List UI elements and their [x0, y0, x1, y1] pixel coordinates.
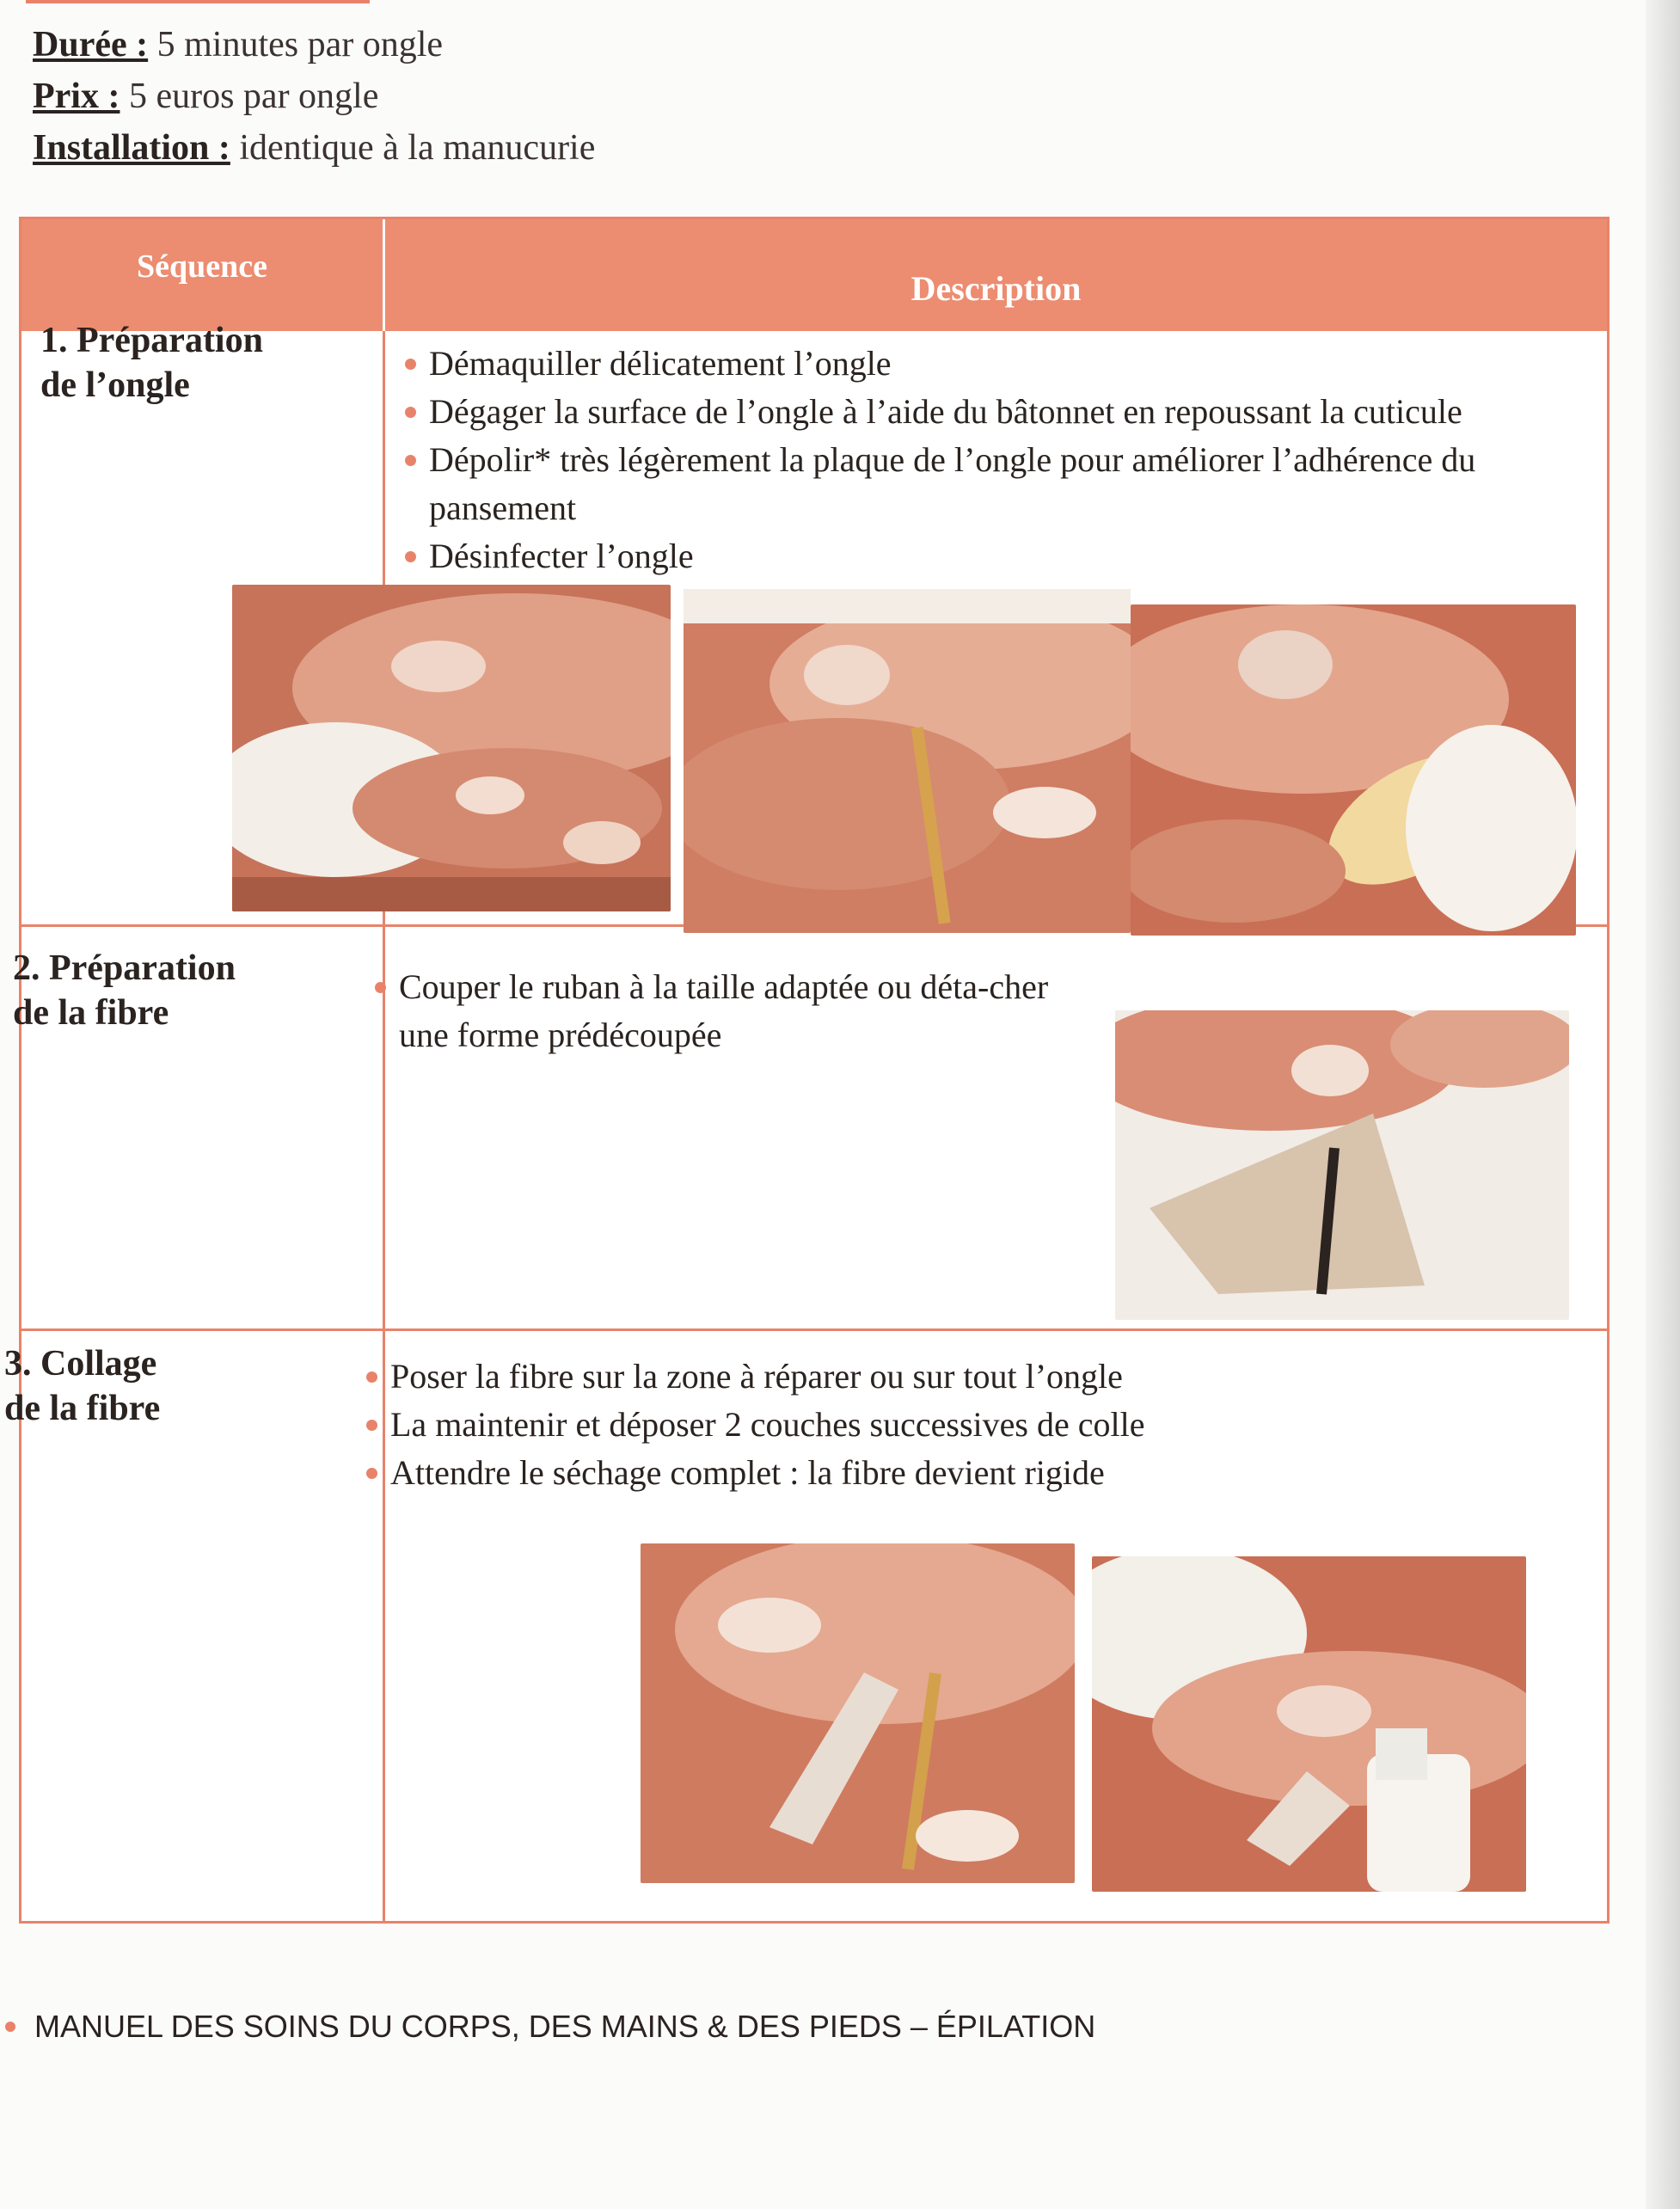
step-2-description: [370, 963, 1066, 1059]
step-3-item: Poser la fibre sur la zone à réparer ou sur tout l’ongle: [361, 1353, 1565, 1401]
installation-line: [33, 122, 595, 174]
photo-cutting-fiber: [1115, 1010, 1569, 1320]
step-3-title-line2: de la fibre: [4, 1389, 161, 1428]
photo-nail-buffing: [1131, 604, 1576, 936]
price-label: Prix :: [33, 77, 120, 116]
installation-label: Installation :: [33, 128, 230, 168]
procedure-table: [4, 217, 1609, 1924]
duration-label: Durée :: [33, 25, 149, 64]
step-3-title: [4, 1341, 160, 1431]
price-value: 5 euros par ongle: [120, 77, 379, 116]
step-2-title-line1: 2. Préparation: [13, 948, 236, 988]
price-line: [33, 71, 595, 122]
column-divider: [383, 331, 385, 1922]
step-1-title: [40, 318, 263, 408]
table-header: [21, 219, 1607, 331]
step-1-item: Dégager la surface de l’ongle à l’aide du bâtonnet en repoussant la cuticule: [400, 388, 1586, 436]
step-3-description: [361, 1353, 1565, 1497]
step-2-item: Couper le ruban à la taille adaptée ou déta-cher une forme prédécoupée: [370, 963, 1066, 1059]
page-edge-shadow: [1646, 0, 1680, 2209]
photo-placing-fiber: [641, 1543, 1075, 1883]
photo-cuticle-stick: [684, 589, 1131, 933]
step-2-title: [13, 946, 236, 1035]
header-sequence: Séquence: [137, 249, 267, 285]
step-1-title-line2: de l’ongle: [40, 365, 190, 405]
step-1-item: Dépolir* très légèrement la plaque de l’ongle pour améliorer l’adhérence du pansement: [400, 436, 1586, 532]
bullet-icon: [5, 2022, 15, 2032]
top-accent-rule: [26, 0, 370, 3]
photo-applying-glue: [1092, 1556, 1526, 1892]
step-1-item: Désinfecter l’ongle: [400, 532, 1586, 580]
step-1-item: Démaquiller délicatement l’ongle: [400, 340, 1586, 388]
installation-value: identique à la manucurie: [230, 128, 596, 168]
step-1-title-line1: 1. Préparation: [40, 321, 263, 360]
footer-text: MANUEL DES SOINS DU CORPS, DES MAINS & DES PIEDS – ÉPILATION: [34, 2009, 1096, 2044]
duration-line: [33, 19, 595, 71]
step-3-item: Attendre le séchage complet : la fibre devient rigide: [361, 1449, 1565, 1497]
page-footer: [0, 2009, 1095, 2045]
step-3-title-line1: 3. Collage: [4, 1344, 157, 1384]
step-3-item: La maintenir et déposer 2 couches successives de colle: [361, 1401, 1565, 1449]
step-1-description: [400, 340, 1586, 580]
header-description: Description: [383, 219, 1607, 331]
photo-nail-cleaning: [232, 585, 671, 911]
step-2-title-line2: de la fibre: [13, 993, 169, 1033]
row-divider-2: [21, 1328, 1607, 1331]
duration-value: 5 minutes par ongle: [148, 25, 444, 64]
service-info: [33, 19, 595, 174]
